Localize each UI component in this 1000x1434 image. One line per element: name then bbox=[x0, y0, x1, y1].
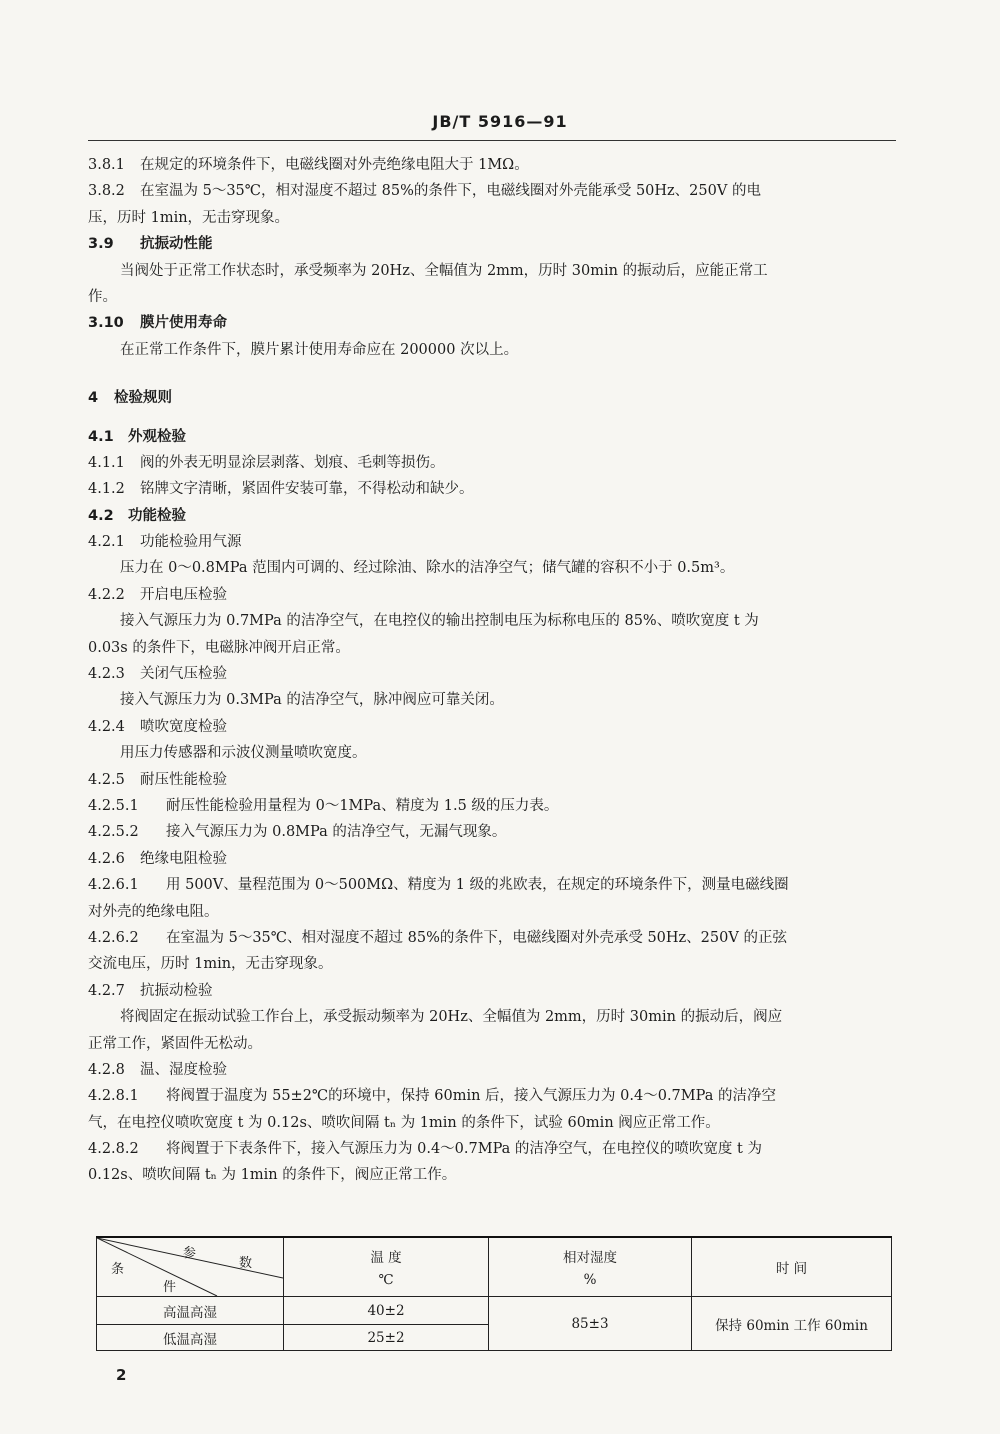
heading-text: 检验规则 bbox=[114, 390, 172, 407]
clause-4-2-1-text: 压力在 0～0.8MPa 范围内可调的、经过除油、除水的洁净空气；储气罐的容积不小于 0.5m³。 bbox=[120, 560, 735, 577]
clause-text: 在规定的环境条件下，电磁线圈对外壳绝缘电阻大于 1MΩ。 bbox=[140, 157, 529, 173]
clause-text: 在室温为 5～35℃、相对湿度不超过 85%的条件下，电磁线圈对外壳承受 50Hz、250V 的正弦 bbox=[166, 929, 787, 946]
clause-text: 接入气源压力为 0.8MPa 的洁净空气，无漏气现象。 bbox=[166, 824, 507, 841]
table-row bbox=[97, 1297, 892, 1325]
clause-text: 喷吹宽度检验 bbox=[140, 718, 227, 735]
corner-param-label-1: 参 bbox=[183, 1246, 197, 1261]
clause-number: 4.2.1 bbox=[88, 534, 125, 551]
clause-number: 4.2.6.2 bbox=[88, 929, 139, 946]
section-3-9-text-cont: 作。 bbox=[88, 288, 117, 305]
clause-number: 4.2.8.1 bbox=[88, 1088, 139, 1105]
heading-text: 外观检验 bbox=[128, 428, 186, 445]
page-number: 2 bbox=[116, 1366, 127, 1384]
section-4-1-heading bbox=[88, 424, 898, 450]
humidity-value-cell: 85±3 bbox=[489, 1297, 692, 1351]
clause-number: 4.1.2 bbox=[88, 481, 125, 498]
temperature-unit: ℃ bbox=[378, 1272, 394, 1288]
clause-text: 绝缘电阻检验 bbox=[140, 850, 227, 867]
humidity-test-conditions-table bbox=[96, 1236, 892, 1351]
header-divider bbox=[88, 140, 896, 141]
clause-text: 耐压性能检验用量程为 0～1MPa、精度为 1.5 级的压力表。 bbox=[166, 797, 559, 814]
clause-text: 将阀置于下表条件下，接入气源压力为 0.4～0.7MPa 的洁净空气，在电控仪的喷吹宽度 t 为 bbox=[166, 1141, 762, 1158]
table-corner-cell bbox=[97, 1237, 284, 1297]
clause-number: 4.2.4 bbox=[88, 718, 125, 735]
section-3-9-heading bbox=[88, 231, 898, 257]
clause-text: 将阀置于温度为 55±2℃的环境中，保持 60min 后，接入气源压力为 0.4～0.7MPa 的洁净空 bbox=[166, 1088, 776, 1105]
humidity-unit: % bbox=[583, 1272, 597, 1288]
row-label-low-temp: 低温高湿 bbox=[97, 1325, 284, 1351]
clause-text: 耐压性能检验 bbox=[140, 771, 227, 788]
clause-4-1-1 bbox=[88, 450, 898, 476]
clause-4-2-6-1-cont: 对外壳的绝缘电阻。 bbox=[88, 903, 219, 920]
document-body bbox=[88, 152, 898, 1189]
clause-text: 铭牌文字清晰，紧固件安装可靠，不得松动和缺少。 bbox=[140, 481, 474, 498]
clause-4-2-3 bbox=[88, 661, 898, 687]
clause-number: 4.2.5.1 bbox=[88, 797, 139, 814]
clause-number: 3.8.1 bbox=[88, 157, 125, 173]
clause-text: 在室温为 5～35℃，相对湿度不超过 85%的条件下，电磁线圈对外壳能承受 50Hz、250V 的电 bbox=[140, 183, 761, 200]
clause-4-2-8-1 bbox=[88, 1083, 898, 1109]
clause-number: 4.1 bbox=[88, 428, 114, 445]
clause-text: 关闭气压检验 bbox=[140, 666, 227, 683]
section-3-10-heading bbox=[88, 310, 898, 336]
heading-text: 膜片使用寿命 bbox=[140, 315, 227, 332]
clause-text: 抗振动检验 bbox=[140, 982, 213, 999]
clause-4-2-8-2 bbox=[88, 1136, 898, 1162]
clause-number: 3.9 bbox=[88, 236, 114, 253]
clause-4-2-6-2 bbox=[88, 925, 898, 951]
row-temp-high: 40±2 bbox=[284, 1297, 489, 1325]
row-label-high-temp: 高温高湿 bbox=[97, 1297, 284, 1325]
corner-cond-label-2: 件 bbox=[163, 1280, 177, 1295]
clause-number: 4 bbox=[88, 390, 99, 407]
clause-4-2-5-2 bbox=[88, 819, 898, 845]
clause-text: 温、湿度检验 bbox=[140, 1061, 227, 1078]
clause-number: 4.2.8.2 bbox=[88, 1141, 139, 1158]
clause-4-2-2-text-cont: 0.03s 的条件下，电磁脉冲阀开启正常。 bbox=[88, 639, 350, 656]
clause-number: 4.2.3 bbox=[88, 666, 125, 683]
clause-number: 4.2.6.1 bbox=[88, 877, 139, 894]
standard-code-header: JB/T 5916—91 bbox=[432, 112, 568, 131]
clause-number: 4.2.5.2 bbox=[88, 824, 139, 841]
clause-4-1-2 bbox=[88, 476, 898, 502]
section-3-10-text: 在正常工作条件下，膜片累计使用寿命应在 200000 次以上。 bbox=[120, 341, 519, 358]
clause-text: 功能检验用气源 bbox=[140, 534, 242, 551]
clause-4-2-4-text: 用压力传感器和示波仪测量喷吹宽度。 bbox=[120, 745, 367, 762]
clause-4-2-2 bbox=[88, 582, 898, 608]
clause-number: 4.1.1 bbox=[88, 454, 125, 471]
clause-number: 4.2.8 bbox=[88, 1061, 125, 1078]
temperature-header: 温 度 bbox=[370, 1250, 402, 1266]
time-header-cell bbox=[692, 1237, 892, 1297]
heading-text: 功能检验 bbox=[128, 507, 186, 524]
clause-4-2-8 bbox=[88, 1057, 898, 1083]
clause-4-2-8-2-cont: 0.12s、喷吹间隔 tₙ 为 1min 的条件下，阀应正常工作。 bbox=[88, 1167, 457, 1184]
clause-4-2-5 bbox=[88, 767, 898, 793]
clause-number: 3.10 bbox=[88, 315, 124, 332]
clause-4-2-6-2-cont: 交流电压，历时 1min，无击穿现象。 bbox=[88, 956, 333, 973]
clause-4-2-6-1 bbox=[88, 872, 898, 898]
clause-number: 4.2.2 bbox=[88, 586, 125, 603]
clause-number: 4.2 bbox=[88, 507, 114, 524]
corner-cond-label-1: 条 bbox=[111, 1262, 125, 1277]
clause-4-2-2-text: 接入气源压力为 0.7MPa 的洁净空气，在电控仪的输出控制电压为标称电压的 85%、喷吹宽度 t 为 bbox=[120, 613, 759, 630]
clause-4-2-1 bbox=[88, 529, 898, 555]
section-4-heading bbox=[88, 385, 898, 411]
clause-3-8-2-cont: 压，历时 1min，无击穿现象。 bbox=[88, 209, 290, 226]
clause-3-8-1 bbox=[88, 152, 898, 178]
clause-4-2-3-text: 接入气源压力为 0.3MPa 的洁净空气，脉冲阀应可靠关闭。 bbox=[120, 692, 504, 709]
clause-3-8-2 bbox=[88, 178, 898, 204]
humidity-header: 相对湿度 bbox=[563, 1250, 617, 1266]
clause-text: 开启电压检验 bbox=[140, 586, 227, 603]
corner-param-label-2: 数 bbox=[239, 1256, 253, 1271]
clause-4-2-5-1 bbox=[88, 793, 898, 819]
time-header: 时 间 bbox=[775, 1261, 808, 1277]
clause-4-2-6 bbox=[88, 846, 898, 872]
clause-4-2-8-1-cont: 气，在电控仪喷吹宽度 t 为 0.12s、喷吹间隔 tₙ 为 1min 的条件下，试验 60min 阀应正常工作。 bbox=[88, 1114, 720, 1131]
humidity-header-cell bbox=[489, 1237, 692, 1297]
clause-number: 4.2.7 bbox=[88, 982, 125, 999]
clause-number: 4.2.5 bbox=[88, 771, 125, 788]
clause-text: 阀的外表无明显涂层剥落、划痕、毛刺等损伤。 bbox=[140, 454, 445, 471]
section-4-2-heading bbox=[88, 503, 898, 529]
clause-number: 4.2.6 bbox=[88, 850, 125, 867]
heading-text: 抗振动性能 bbox=[140, 236, 213, 253]
clause-4-2-4 bbox=[88, 714, 898, 740]
table-header-row bbox=[97, 1237, 892, 1297]
time-value-cell: 保持 60min 工作 60min bbox=[692, 1297, 892, 1351]
clause-text: 用 500V、量程范围为 0～500MΩ、精度为 1 级的兆欧表，在规定的环境条件下，测量电磁线圈 bbox=[166, 877, 789, 894]
section-3-9-text: 当阀处于正常工作状态时，承受频率为 20Hz、全幅值为 2mm，历时 30min 的振动后，应能正常工 bbox=[120, 262, 768, 279]
temperature-header-cell bbox=[284, 1237, 489, 1297]
clause-4-2-7-text-cont: 正常工作，紧固件无松动。 bbox=[88, 1035, 262, 1052]
clause-4-2-7 bbox=[88, 978, 898, 1004]
row-temp-low: 25±2 bbox=[284, 1325, 489, 1351]
clause-number: 3.8.2 bbox=[88, 183, 125, 200]
clause-4-2-7-text: 将阀固定在振动试验工作台上，承受振动频率为 20Hz、全幅值为 2mm，历时 30min 的振动后，阀应 bbox=[120, 1009, 783, 1026]
